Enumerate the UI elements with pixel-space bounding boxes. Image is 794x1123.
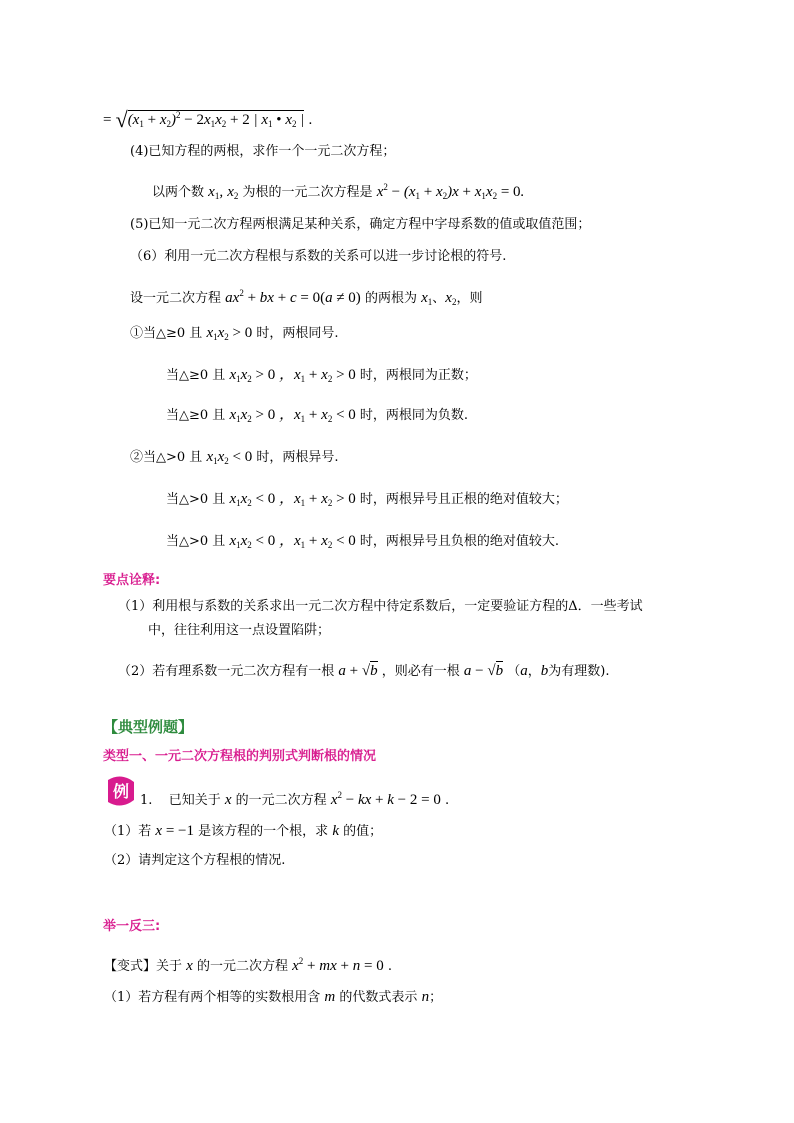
example-1-stem: 1. 已知关于 x 的一元二次方程 $x^2$ − kx + k − 2 = 0 . xyxy=(140,790,450,808)
case-2a: 当△>0 且 $x_1x_2 < 0$ ，$x_1 + x_2 > 0$ 时，两根异号且正根的绝对值较大； xyxy=(166,491,568,508)
formula-line: = $√(x_1 + x_2)^2 - 2x_1x_2 + 2$ | $x_1$ • $x_2$ | . xyxy=(103,107,313,132)
case-1: ①当△≥0 且 $x_1x_2 > 0$ 时，两根同号. xyxy=(130,325,339,342)
case-1a: 当△≥0 且 $x_1x_2 > 0$ ，$x_1 + x_2 > 0$ 时，两根同为正数； xyxy=(166,367,477,384)
case-1b: 当△≥0 且 $x_1x_2 > 0$ ，$x_1 + x_2 < 0$ 时，两根同为负数. xyxy=(166,407,469,424)
practice-heading: 举一反三: xyxy=(103,919,161,934)
type-1-title: 类型一、一元二次方程根的判别式判断根的情况 xyxy=(103,749,377,764)
section-title: 【典型例题】 xyxy=(103,718,194,736)
badge-label: 例 xyxy=(112,782,130,801)
example-badge-icon xyxy=(104,774,138,808)
item-4-detail: 以两个数 $x_1$, $x_2$ 为根的一元二次方程是 $x^2 - (x_1 + x_2)x + x_1x_2 = 0$. xyxy=(152,182,525,201)
case-2b: 当△>0 且 $x_1x_2 < 0$ ，$x_1 + x_2 < 0$ 时，两根异号且负根的绝对值较大. xyxy=(166,533,560,550)
note-1-line-1: （1）利用根与系数的关系求出一元二次方程中待定系数后，一定要验证方程的Δ．一些考试 xyxy=(118,599,643,614)
variant-stem: 【变式】关于 x 的一元二次方程 $x^2$ + mx + n = 0 . xyxy=(104,956,392,974)
example-1-q1: （1）若 x = −1 是该方程的一个根，求 k 的值； xyxy=(104,823,383,839)
case-2: ②当△>0 且 $x_1x_2 < 0$ 时，两根异号. xyxy=(130,449,339,466)
note-1-line-2: 中，往往利用这一点设置陷阱； xyxy=(148,623,331,638)
variant-q1: （1）若方程有两个相等的实数根用含 m 的代数式表示 n； xyxy=(104,989,443,1005)
note-2: （2）若有理系数一元二次方程有一根 a + √b ，则必有一根 a − √b （a，b为有理数). xyxy=(118,663,610,679)
item-4: (4)已知方程的两根，求作一个一元二次方程； xyxy=(130,144,396,159)
notes-heading: 要点诠释: xyxy=(103,573,161,588)
setup-line: 设一元二次方程 $ax^2$ + bx + c = 0(a ≠ 0) 的两根为 $x_1$、$x_2$，则 xyxy=(130,288,483,307)
example-1-q2: （2）请判定这个方程根的情况. xyxy=(104,853,286,868)
item-6: （6）利用一元二次方程根与系数的关系可以进一步讨论根的符号. xyxy=(130,249,507,264)
item-5: (5)已知一元二次方程两根满足某种关系，确定方程中字母系数的值或取值范围； xyxy=(130,217,591,232)
